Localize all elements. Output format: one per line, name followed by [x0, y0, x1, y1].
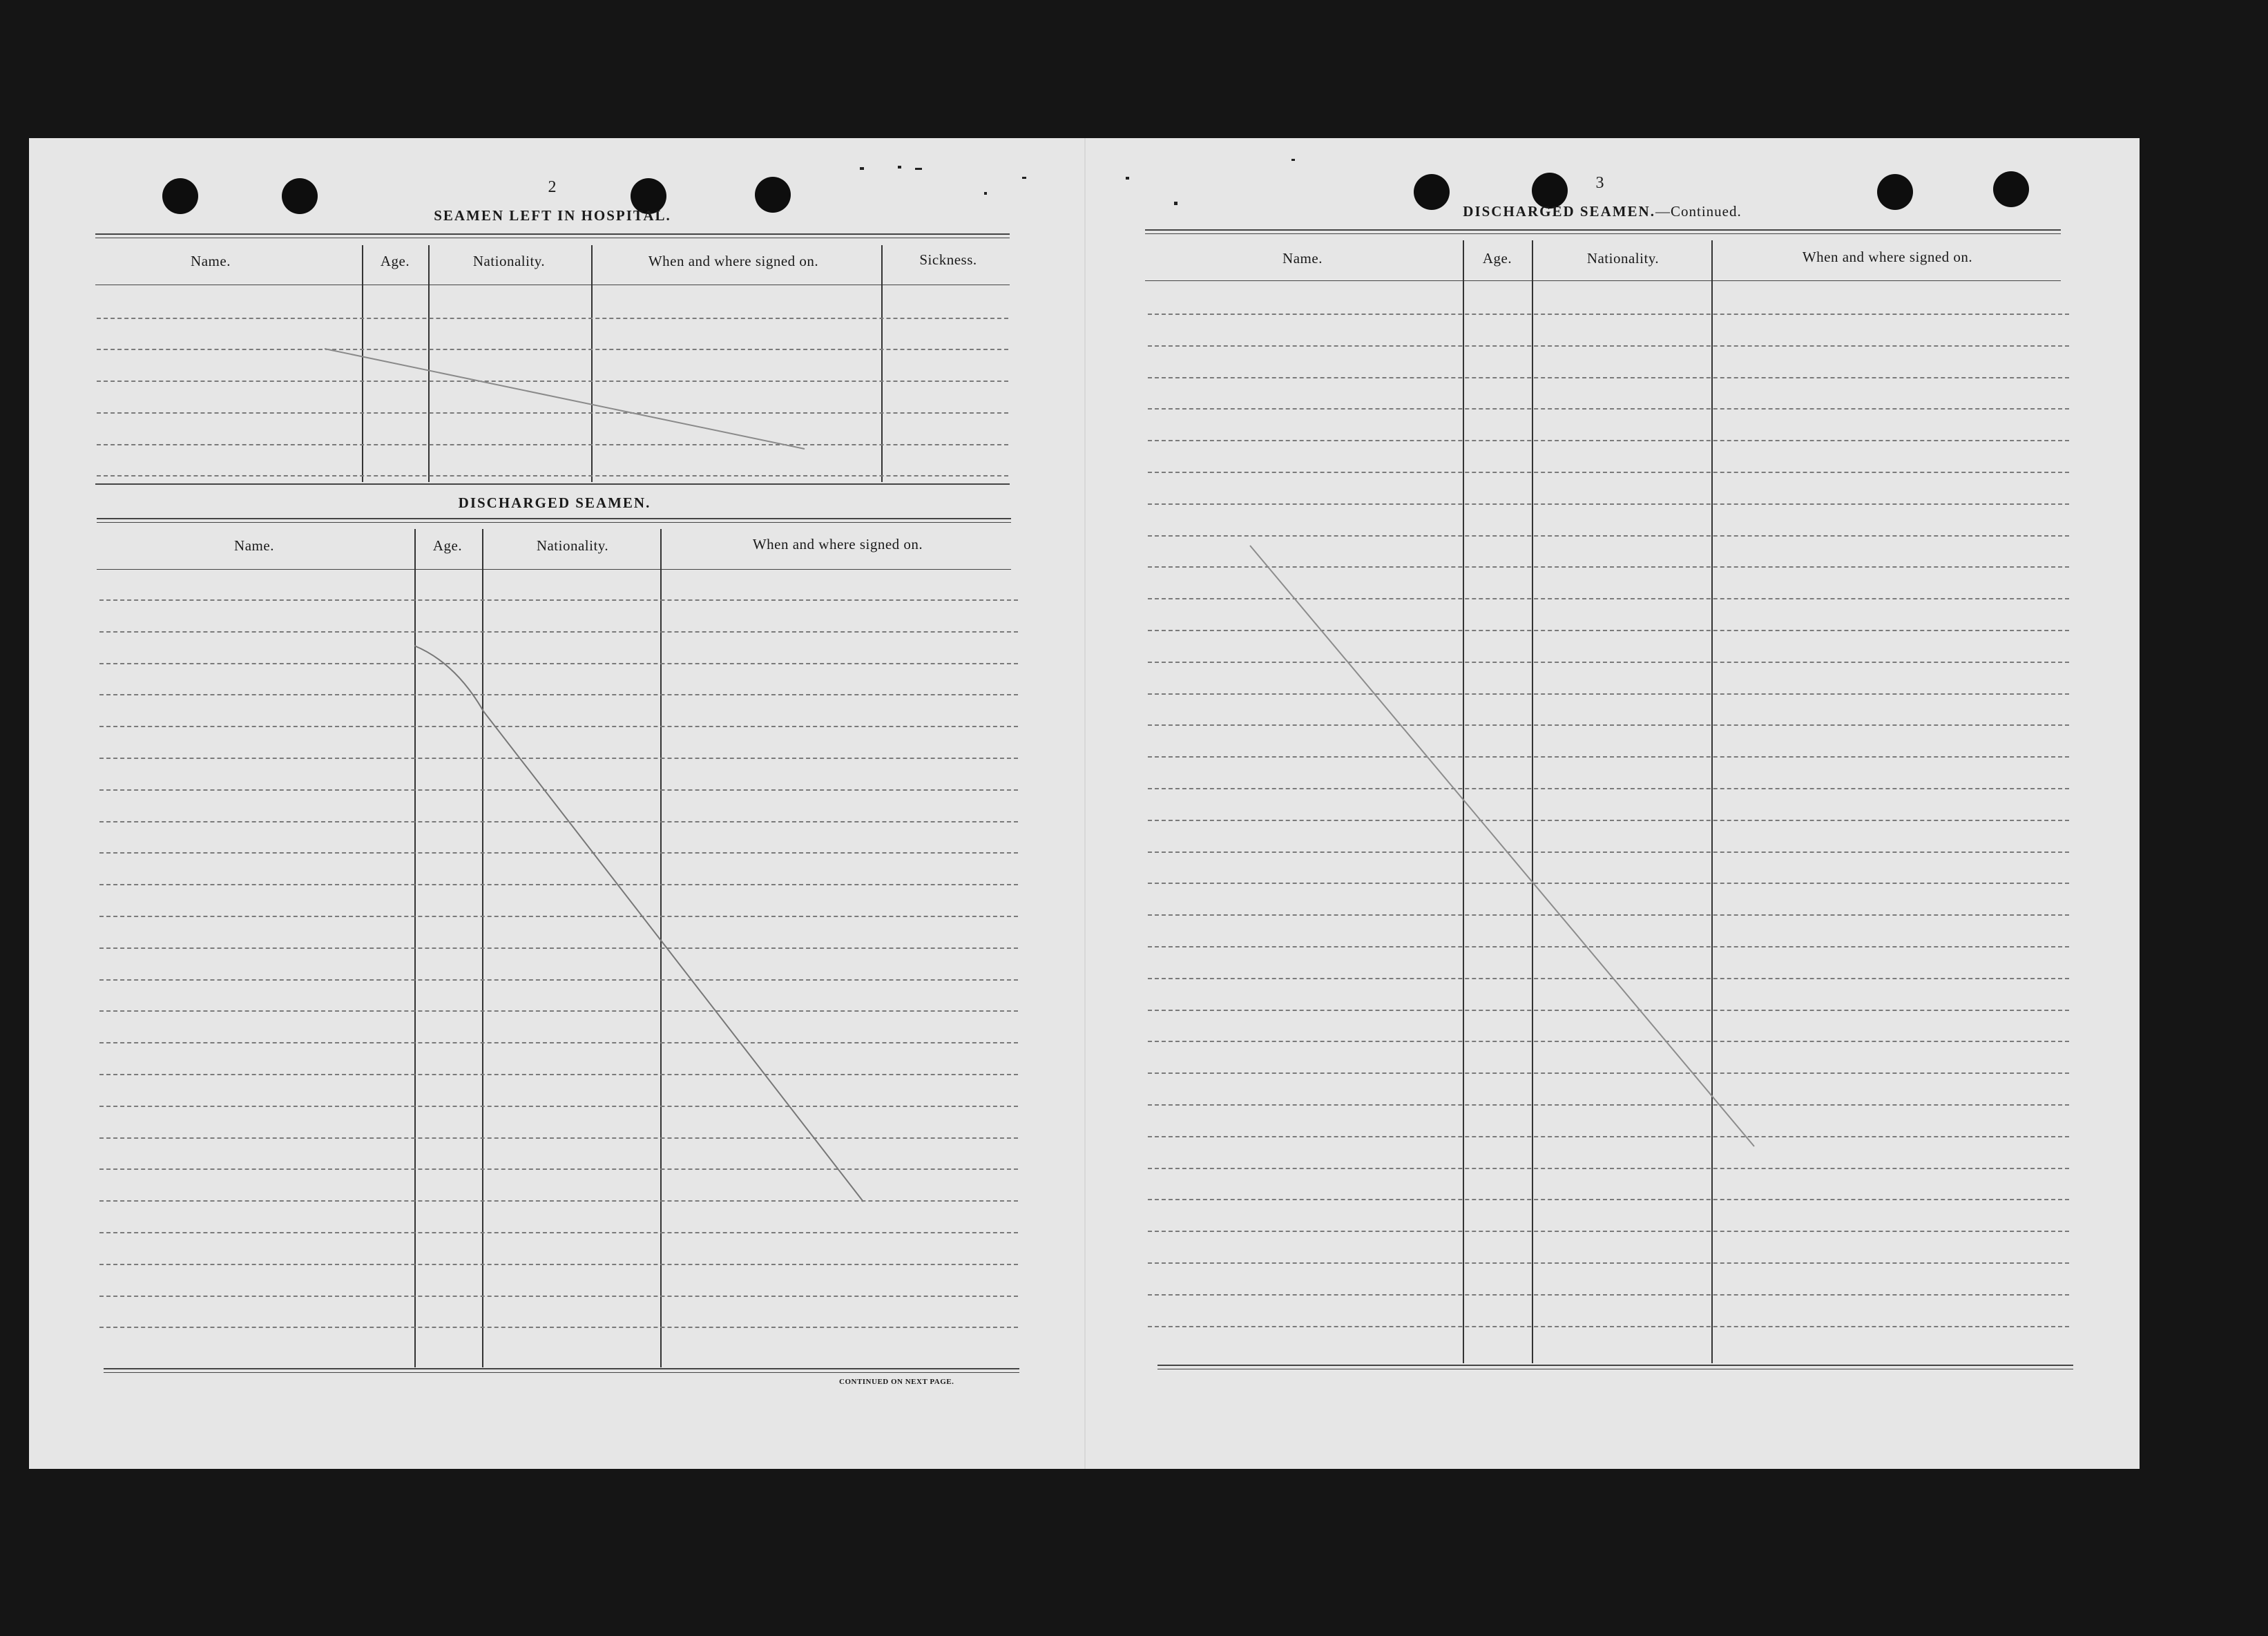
discharged-row-line [99, 1168, 1018, 1170]
right-row-line [1148, 1104, 2069, 1106]
right-row-line [1148, 914, 2069, 916]
discharged-row-line [99, 884, 1018, 885]
hospital-section-title: SEAMEN LEFT IN HOSPITAL. [434, 207, 671, 224]
punch-hole [1414, 174, 1450, 210]
hospital-col-name: Name. [191, 253, 231, 269]
discharged-continued-title-suffix: —Continued. [1655, 203, 1742, 220]
right-row-line [1148, 408, 2069, 410]
right-page-number: 3 [1595, 174, 1605, 192]
left-page-number: 2 [548, 178, 557, 196]
discharged-col-name: Name. [234, 537, 274, 554]
right-row-line [1148, 566, 2069, 568]
discharged-header-rule [97, 569, 1011, 570]
right-row-line [1148, 820, 2069, 821]
right-row-line [1148, 693, 2069, 695]
discharged-row-line [99, 852, 1018, 854]
right-col-age: Age. [1482, 250, 1512, 267]
scan-speck [860, 167, 864, 170]
right-row-line [1148, 1136, 2069, 1137]
right-row-line [1148, 472, 2069, 473]
right-row-line [1148, 1262, 2069, 1264]
discharged-row-line [99, 1296, 1018, 1297]
punch-hole [162, 178, 198, 214]
right-row-line [1148, 1072, 2069, 1074]
discharged-row-line [99, 1200, 1018, 1202]
right-row-line [1148, 1326, 2069, 1327]
discharged-row-line [99, 694, 1018, 695]
discharged-row-line [99, 947, 1018, 949]
scan-speck [1291, 159, 1295, 161]
scan-speck [1126, 177, 1129, 180]
right-bottom-rule [1157, 1365, 2073, 1366]
discharged-top-rule [97, 522, 1011, 523]
discharged-row-line [99, 599, 1018, 601]
scan-speck [915, 168, 922, 170]
right-row-line [1148, 724, 2069, 726]
right-row-line [1148, 1199, 2069, 1200]
discharged-continued-title-main: DISCHARGED SEAMEN. [1463, 203, 1655, 220]
discharged-row-line [99, 1042, 1018, 1043]
page-fold [1084, 138, 1086, 1469]
hospital-row-line [97, 444, 1008, 445]
right-row-line [1148, 440, 2069, 441]
discharged-col-when-where: When and where signed on. [752, 536, 923, 552]
discharged-top-rule [97, 518, 1011, 519]
punch-hole [755, 177, 791, 213]
right-row-line [1148, 756, 2069, 758]
hospital-col-divider [591, 245, 593, 482]
punch-hole [282, 178, 318, 214]
right-row-line [1148, 1041, 2069, 1042]
hospital-row-line [97, 318, 1008, 319]
scan-speck [898, 166, 901, 169]
hospital-top-rule [95, 233, 1010, 235]
right-row-line [1148, 314, 2069, 315]
discharged-col-nationality: Nationality. [536, 537, 609, 554]
right-col-name: Name. [1282, 250, 1323, 267]
discharged-bottom-rule [104, 1368, 1019, 1369]
right-row-line [1148, 598, 2069, 599]
hospital-col-sickness: Sickness. [919, 251, 977, 268]
hospital-row-line [97, 349, 1008, 350]
hospital-row-line [97, 381, 1008, 382]
right-row-line [1148, 1294, 2069, 1296]
scan-speck [984, 192, 987, 195]
discharged-row-line [99, 726, 1018, 727]
right-row-line [1148, 345, 2069, 347]
right-row-line [1148, 883, 2069, 884]
discharged-row-line [99, 1264, 1018, 1265]
discharged-row-line [99, 631, 1018, 633]
hospital-row-line [97, 475, 1008, 477]
discharged-row-line [99, 1010, 1018, 1012]
right-col-nationality: Nationality. [1586, 250, 1660, 267]
punch-hole [1877, 174, 1913, 210]
discharged-bottom-rule [104, 1372, 1019, 1373]
right-row-line [1148, 1010, 2069, 1011]
right-top-rule [1145, 229, 2061, 231]
discharged-row-line [99, 1327, 1018, 1328]
continued-footer: CONTINUED ON NEXT PAGE. [839, 1378, 954, 1386]
discharged-row-line [99, 979, 1018, 981]
right-row-line [1148, 503, 2069, 505]
right-row-line [1148, 630, 2069, 631]
right-header-rule [1145, 280, 2061, 281]
discharged-row-line [99, 663, 1018, 664]
discharged-row-line [99, 789, 1018, 791]
hospital-col-divider [428, 245, 430, 482]
discharged-row-line [99, 821, 1018, 822]
hospital-row-line [97, 412, 1008, 414]
right-row-line [1148, 851, 2069, 853]
right-row-line [1148, 946, 2069, 947]
right-top-rule [1145, 233, 2061, 234]
right-row-line [1148, 1231, 2069, 1232]
discharged-row-line [99, 1137, 1018, 1139]
discharged-row-line [99, 1106, 1018, 1107]
punch-hole [1993, 171, 2029, 207]
hospital-col-when-where: When and where signed on. [648, 253, 819, 269]
hospital-col-nationality: Nationality. [472, 253, 546, 269]
hospital-bottom-rule [95, 483, 1010, 485]
discharged-row-line [99, 1232, 1018, 1233]
discharged-continued-title [1463, 203, 1741, 220]
discharged-col-age: Age. [432, 537, 463, 554]
right-row-line [1148, 377, 2069, 378]
discharged-row-line [99, 758, 1018, 759]
right-row-line [1148, 662, 2069, 663]
right-col-when-where: When and where signed on. [1802, 249, 1973, 265]
right-row-line [1148, 535, 2069, 537]
right-row-line [1148, 978, 2069, 979]
hospital-col-divider [362, 245, 363, 482]
discharged-section-title: DISCHARGED SEAMEN. [458, 494, 651, 511]
right-row-line [1148, 1168, 2069, 1169]
hospital-col-age: Age. [380, 253, 410, 269]
hospital-col-divider [881, 245, 883, 482]
right-row-line [1148, 788, 2069, 789]
scan-speck [1022, 177, 1026, 179]
scan-speck [1174, 202, 1178, 205]
discharged-row-line [99, 916, 1018, 917]
discharged-row-line [99, 1074, 1018, 1075]
